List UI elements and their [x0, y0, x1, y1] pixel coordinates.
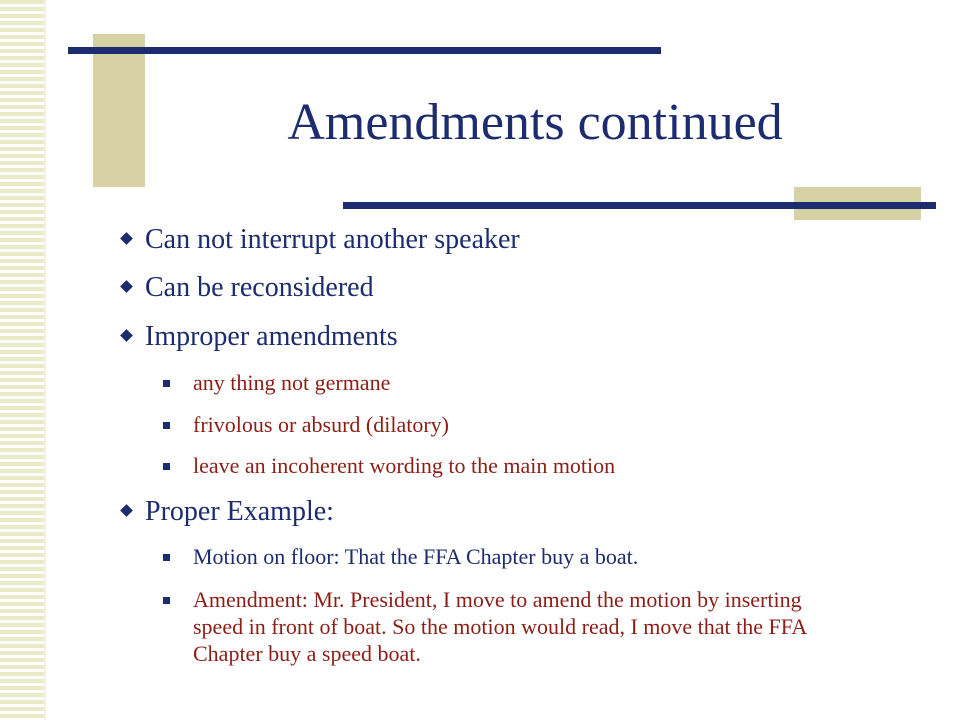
bullet-text: Can be reconsidered [145, 272, 374, 303]
sub-bullet-item [163, 369, 863, 396]
bullet-item [118, 321, 398, 353]
top-accent-line [68, 47, 661, 54]
sub-bullet-text: leave an incoherent wording to the main motion [193, 453, 616, 478]
bullet-text: Proper Example: [145, 496, 334, 527]
sub-bullet-text: Amendment: Mr. President, I move to amend the motion by inserting speed in front of boat. So the motion would read, I move that the FFA Chapter buy a speed boat. [193, 587, 807, 666]
diamond-bullet-icon [120, 504, 133, 517]
bullet-item [118, 224, 520, 256]
sub-bullet-text: frivolous or absurd (dilatory) [193, 412, 449, 437]
sub-bullet-item [163, 411, 863, 438]
sub-bullet-text: any thing not germane [193, 370, 391, 395]
diamond-bullet-icon [120, 232, 133, 245]
sub-bullet-text: Motion on floor: That the FFA Chapter buy a boat. [193, 544, 639, 569]
square-bullet-icon [163, 380, 170, 387]
bullet-text: Improper amendments [145, 321, 398, 352]
diamond-bullet-icon [120, 280, 133, 293]
stripe-edge-decoration [44, 0, 46, 720]
sub-bullet-item [163, 543, 863, 570]
bullet-item [118, 272, 374, 304]
diamond-bullet-icon [120, 329, 133, 342]
tan-accent-block-top [93, 34, 145, 187]
sub-bullet-item [163, 586, 823, 667]
slide-title: Amendments continued [287, 94, 783, 151]
title-underline [343, 202, 936, 209]
square-bullet-icon [163, 422, 170, 429]
square-bullet-icon [163, 597, 170, 604]
left-stripe-decoration [0, 0, 44, 720]
sub-bullet-item [163, 452, 863, 479]
bullet-item [118, 496, 334, 528]
square-bullet-icon [163, 463, 170, 470]
bullet-text: Can not interrupt another speaker [145, 224, 520, 255]
square-bullet-icon [163, 554, 170, 561]
